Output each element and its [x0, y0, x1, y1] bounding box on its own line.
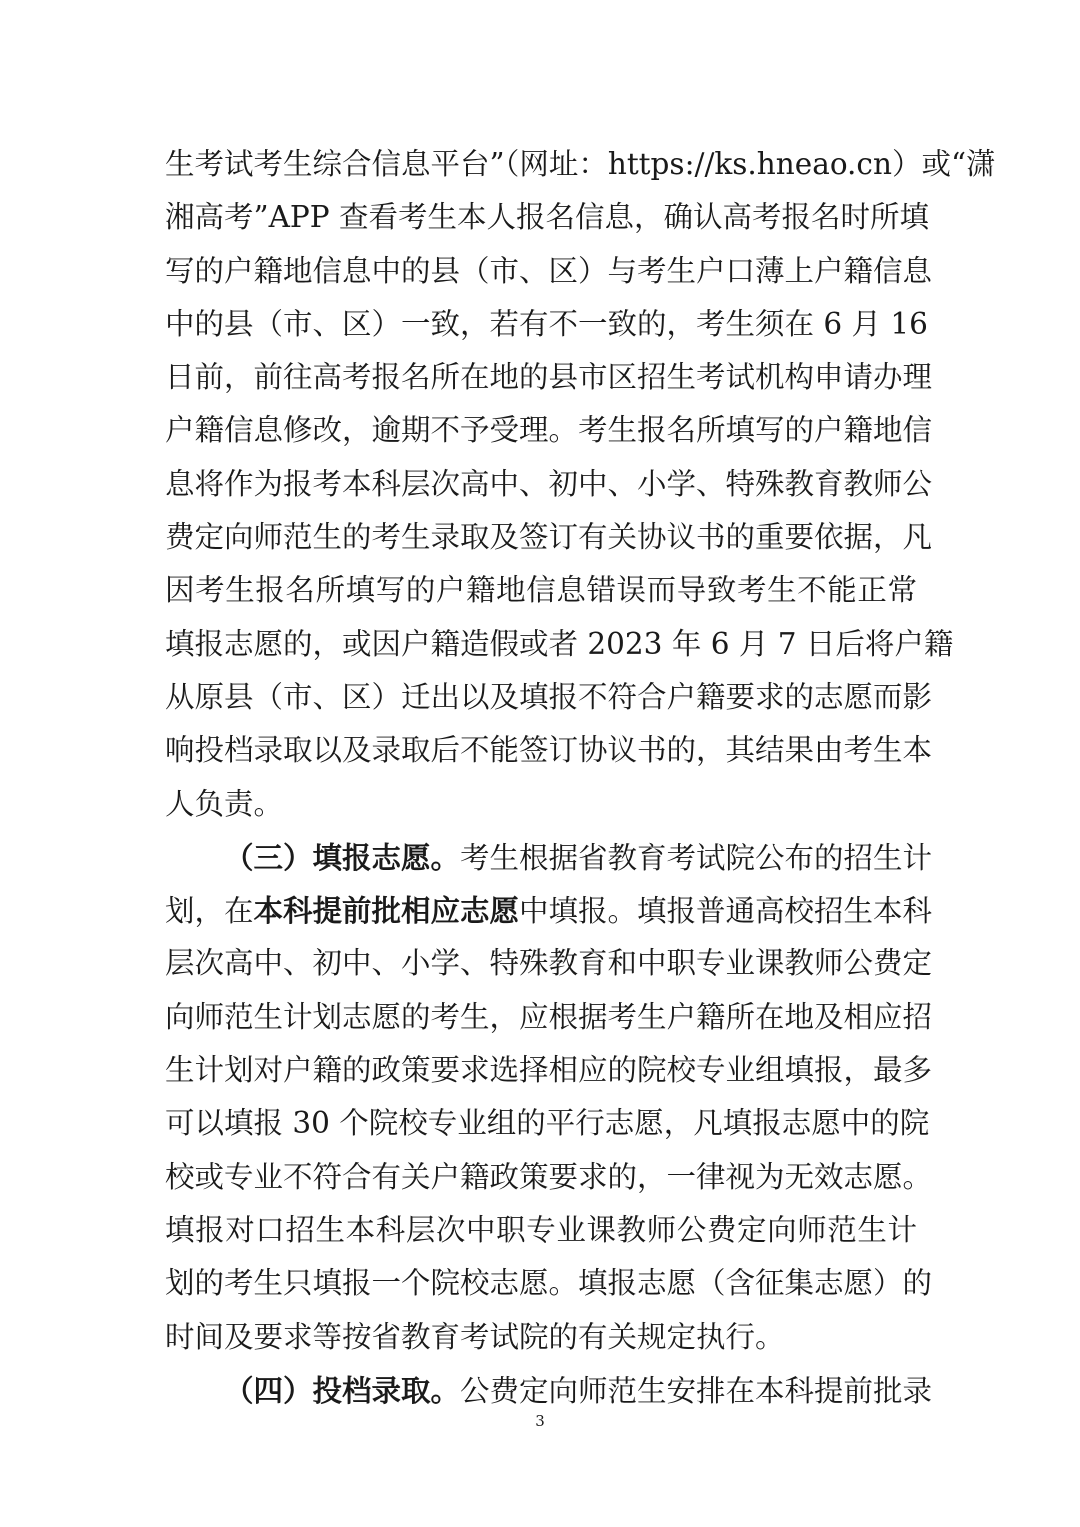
text-line	[165, 831, 933, 884]
text-line: 划的考生只填报一个院校志愿。填报志愿（含征集志愿）的	[165, 1266, 933, 1301]
text-line: 中的县（市、区）一致，若有不一致的，考生须在 6 月 16	[165, 306, 928, 341]
paragraph-household-registration	[165, 138, 996, 831]
text-run: 中填报。填报普通高校招生本科	[519, 894, 933, 929]
text-line: 校或专业不符合有关户籍政策要求的，一律视为无效志愿。	[165, 1159, 933, 1194]
text-line: 人负责。	[165, 786, 284, 821]
text-run: 划，在	[165, 894, 254, 929]
text-line: 可以填报 30 个院校专业组的平行志愿，凡填报志愿中的院	[165, 1106, 930, 1141]
emphasis-text: 本科提前批相应志愿	[253, 893, 520, 929]
text-line: 生考试考生综合信息平台”（网址：https://ks.hneao.cn）或“潇	[165, 147, 996, 181]
text-line: 层次高中、初中、小学、特殊教育和中职专业课教师公费定	[165, 946, 933, 981]
text-line: 息将作为报考本科层次高中、初中、小学、特殊教育教师公	[165, 466, 933, 501]
text-run: 考生根据省教育考试院公布的招生计	[460, 840, 933, 875]
text-line	[165, 884, 933, 937]
section-heading: （三）填报志愿。	[224, 839, 461, 875]
text-line: 生计划对户籍的政策要求选择相应的院校专业组填报，最多	[165, 1053, 933, 1088]
text-line: 填报对口招生本科层次中职专业课教师公费定向师范生计	[165, 1212, 917, 1247]
text-line: 响投档录取以及录取后不能签订协议书的，其结果由考生本	[165, 733, 933, 768]
section-heading: （四）投档录取。	[224, 1372, 461, 1408]
text-line: 填报志愿的，或因户籍造假或者 2023 年 6 月 7 日后将户籍	[165, 626, 954, 661]
paragraph-fill-volunteer	[165, 831, 933, 1364]
text-run: 公费定向师范生安排在本科提前批录	[460, 1373, 933, 1408]
text-line: 日前，前往高考报名所在地的县市区招生考试机构申请办理	[165, 360, 933, 395]
text-line	[165, 1364, 933, 1417]
text-line: 写的户籍地信息中的县（市、区）与考生户口薄上户籍信息	[165, 253, 933, 288]
text-line: 费定向师范生的考生录取及签订有关协议书的重要依据，凡	[165, 520, 933, 555]
page-number: 3	[535, 1412, 545, 1430]
text-line: 从原县（市、区）迁出以及填报不符合户籍要求的志愿而影	[165, 679, 933, 714]
text-line: 户籍信息修改，逾期不予受理。考生报名所填写的户籍地信	[165, 413, 933, 448]
body-text	[165, 138, 996, 1417]
text-line: 湘高考”APP 查看考生本人报名信息，确认高考报名时所填	[165, 200, 929, 235]
text-line: 时间及要求等按省教育考试院的有关规定执行。	[165, 1319, 785, 1354]
text-line: 因考生报名所填写的户籍地信息错误而导致考生不能正常	[165, 573, 917, 608]
paragraph-admission	[165, 1364, 933, 1417]
text-line: 向师范生计划志愿的考生，应根据考生户籍所在地及相应招	[165, 999, 933, 1034]
